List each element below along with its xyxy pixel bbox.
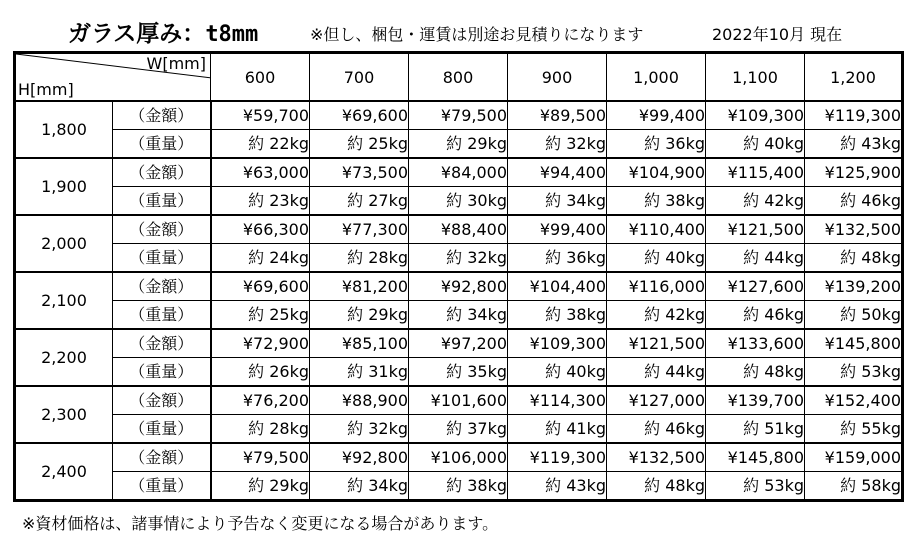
weight-label-cell: （重量）: [113, 244, 211, 273]
price-label-cell: （金額）: [113, 272, 211, 301]
price-cell: ¥92,800: [310, 443, 409, 472]
weight-cell: 約 48kg: [607, 472, 706, 501]
price-cell: ¥79,500: [409, 101, 508, 130]
price-cell: ¥132,500: [805, 215, 903, 244]
price-row: [15, 443, 903, 472]
weight-cell: 約 46kg: [805, 187, 903, 216]
weight-cell: 約 30kg: [409, 187, 508, 216]
weight-cell: 約 48kg: [805, 244, 903, 273]
width-header-cell: 800: [409, 53, 508, 102]
price-cell: ¥92,800: [409, 272, 508, 301]
price-cell: ¥115,400: [706, 158, 805, 187]
price-cell: ¥94,400: [508, 158, 607, 187]
weight-cell: 約 34kg: [310, 472, 409, 501]
weight-cell: 約 26kg: [211, 358, 310, 387]
price-cell: ¥119,300: [508, 443, 607, 472]
width-header-cell: 1,100: [706, 53, 805, 102]
price-cell: ¥121,500: [706, 215, 805, 244]
weight-label-cell: （重量）: [113, 472, 211, 501]
price-cell: ¥116,000: [607, 272, 706, 301]
price-cell: ¥145,800: [706, 443, 805, 472]
price-cell: ¥88,400: [409, 215, 508, 244]
title-value: t8mm: [205, 22, 259, 47]
price-cell: ¥139,200: [805, 272, 903, 301]
weight-row: [15, 187, 903, 216]
weight-cell: 約 35kg: [409, 358, 508, 387]
weight-cell: 約 34kg: [508, 187, 607, 216]
corner-header-cell: [15, 53, 211, 102]
weight-cell: 約 24kg: [211, 244, 310, 273]
price-cell: ¥69,600: [310, 101, 409, 130]
price-label-cell: （金額）: [113, 158, 211, 187]
price-label-cell: （金額）: [113, 386, 211, 415]
price-cell: ¥139,700: [706, 386, 805, 415]
weight-row: [15, 301, 903, 330]
weight-cell: 約 36kg: [508, 244, 607, 273]
glass-thickness-title: [68, 20, 258, 49]
weight-cell: 約 32kg: [508, 130, 607, 159]
weight-cell: 約 29kg: [409, 130, 508, 159]
weight-cell: 約 34kg: [409, 301, 508, 330]
weight-label-cell: （重量）: [113, 187, 211, 216]
packing-shipping-note: ※但し、梱包・運賃は別途お見積りになります: [310, 25, 644, 44]
price-cell: ¥84,000: [409, 158, 508, 187]
price-cell: ¥109,300: [508, 329, 607, 358]
price-cell: ¥101,600: [409, 386, 508, 415]
weight-cell: 約 40kg: [508, 358, 607, 387]
weight-cell: 約 29kg: [211, 472, 310, 501]
price-cell: ¥127,600: [706, 272, 805, 301]
price-cell: ¥76,200: [211, 386, 310, 415]
price-row: [15, 386, 903, 415]
price-cell: ¥114,300: [508, 386, 607, 415]
price-cell: ¥109,300: [706, 101, 805, 130]
width-header-cell: 1,000: [607, 53, 706, 102]
width-header-row: [15, 53, 903, 102]
price-cell: ¥110,400: [607, 215, 706, 244]
weight-cell: 約 31kg: [310, 358, 409, 387]
weight-cell: 約 23kg: [211, 187, 310, 216]
height-cell: 2,400: [15, 443, 113, 501]
weight-cell: 約 28kg: [310, 244, 409, 273]
height-cell: 1,800: [15, 101, 113, 158]
price-row: [15, 329, 903, 358]
price-label-cell: （金額）: [113, 443, 211, 472]
weight-cell: 約 38kg: [508, 301, 607, 330]
price-cell: ¥73,500: [310, 158, 409, 187]
price-cell: ¥81,200: [310, 272, 409, 301]
title-label: ガラス厚み：: [68, 21, 206, 47]
weight-cell: 約 42kg: [706, 187, 805, 216]
width-header-cell: 900: [508, 53, 607, 102]
sheet-header: [0, 0, 905, 48]
price-cell: ¥85,100: [310, 329, 409, 358]
price-row: [15, 158, 903, 187]
weight-cell: 約 44kg: [706, 244, 805, 273]
weight-cell: 約 44kg: [607, 358, 706, 387]
weight-cell: 約 38kg: [607, 187, 706, 216]
weight-cell: 約 48kg: [706, 358, 805, 387]
height-cell: 2,100: [15, 272, 113, 329]
price-row: [15, 272, 903, 301]
price-cell: ¥97,200: [409, 329, 508, 358]
weight-cell: 約 22kg: [211, 130, 310, 159]
height-axis-label: H[mm]: [18, 80, 74, 99]
weight-row: [15, 244, 903, 273]
weight-cell: 約 32kg: [310, 415, 409, 444]
price-label-cell: （金額）: [113, 329, 211, 358]
price-cell: ¥69,600: [211, 272, 310, 301]
weight-cell: 約 46kg: [706, 301, 805, 330]
price-cell: ¥121,500: [607, 329, 706, 358]
price-cell: ¥145,800: [805, 329, 903, 358]
price-cell: ¥89,500: [508, 101, 607, 130]
price-label-cell: （金額）: [113, 215, 211, 244]
weight-cell: 約 55kg: [805, 415, 903, 444]
weight-cell: 約 27kg: [310, 187, 409, 216]
weight-cell: 約 29kg: [310, 301, 409, 330]
price-cell: ¥104,900: [607, 158, 706, 187]
price-cell: ¥88,900: [310, 386, 409, 415]
height-cell: 2,000: [15, 215, 113, 272]
price-cell: ¥104,400: [508, 272, 607, 301]
weight-label-cell: （重量）: [113, 130, 211, 159]
weight-cell: 約 51kg: [706, 415, 805, 444]
price-cell: ¥59,700: [211, 101, 310, 130]
price-cell: ¥133,600: [706, 329, 805, 358]
weight-label-cell: （重量）: [113, 301, 211, 330]
price-row: [15, 215, 903, 244]
weight-row: [15, 415, 903, 444]
weight-label-cell: （重量）: [113, 415, 211, 444]
weight-cell: 約 53kg: [706, 472, 805, 501]
weight-cell: 約 28kg: [211, 415, 310, 444]
price-cell: ¥99,400: [508, 215, 607, 244]
weight-cell: 約 43kg: [508, 472, 607, 501]
price-label-cell: （金額）: [113, 101, 211, 130]
price-cell: ¥106,000: [409, 443, 508, 472]
height-cell: 2,300: [15, 386, 113, 443]
price-change-disclaimer: ※資材価格は、諸事情により予告なく変更になる場合があります。: [22, 514, 499, 533]
price-cell: ¥72,900: [211, 329, 310, 358]
price-cell: ¥99,400: [607, 101, 706, 130]
price-cell: ¥79,500: [211, 443, 310, 472]
price-cell: ¥119,300: [805, 101, 903, 130]
width-header-cell: 700: [310, 53, 409, 102]
price-cell: ¥159,000: [805, 443, 903, 472]
weight-cell: 約 46kg: [607, 415, 706, 444]
weight-cell: 約 40kg: [706, 130, 805, 159]
weight-row: [15, 472, 903, 501]
width-axis-label: W[mm]: [146, 54, 206, 73]
price-cell: ¥63,000: [211, 158, 310, 187]
height-cell: 2,200: [15, 329, 113, 386]
weight-cell: 約 53kg: [805, 358, 903, 387]
weight-cell: 約 41kg: [508, 415, 607, 444]
price-cell: ¥132,500: [607, 443, 706, 472]
weight-cell: 約 43kg: [805, 130, 903, 159]
weight-row: [15, 358, 903, 387]
as-of-date: 2022年10月 現在: [712, 25, 843, 44]
weight-label-cell: （重量）: [113, 358, 211, 387]
price-table: [13, 51, 904, 502]
price-cell: ¥77,300: [310, 215, 409, 244]
weight-cell: 約 50kg: [805, 301, 903, 330]
price-cell: ¥152,400: [805, 386, 903, 415]
height-cell: 1,900: [15, 158, 113, 215]
price-cell: ¥125,900: [805, 158, 903, 187]
weight-cell: 約 37kg: [409, 415, 508, 444]
weight-cell: 約 25kg: [310, 130, 409, 159]
width-header-cell: 1,200: [805, 53, 903, 102]
weight-cell: 約 38kg: [409, 472, 508, 501]
weight-cell: 約 40kg: [607, 244, 706, 273]
weight-cell: 約 58kg: [805, 472, 903, 501]
weight-cell: 約 36kg: [607, 130, 706, 159]
price-row: [15, 101, 903, 130]
weight-cell: 約 42kg: [607, 301, 706, 330]
price-cell: ¥127,000: [607, 386, 706, 415]
weight-row: [15, 130, 903, 159]
weight-cell: 約 32kg: [409, 244, 508, 273]
price-cell: ¥66,300: [211, 215, 310, 244]
weight-cell: 約 25kg: [211, 301, 310, 330]
width-header-cell: 600: [211, 53, 310, 102]
